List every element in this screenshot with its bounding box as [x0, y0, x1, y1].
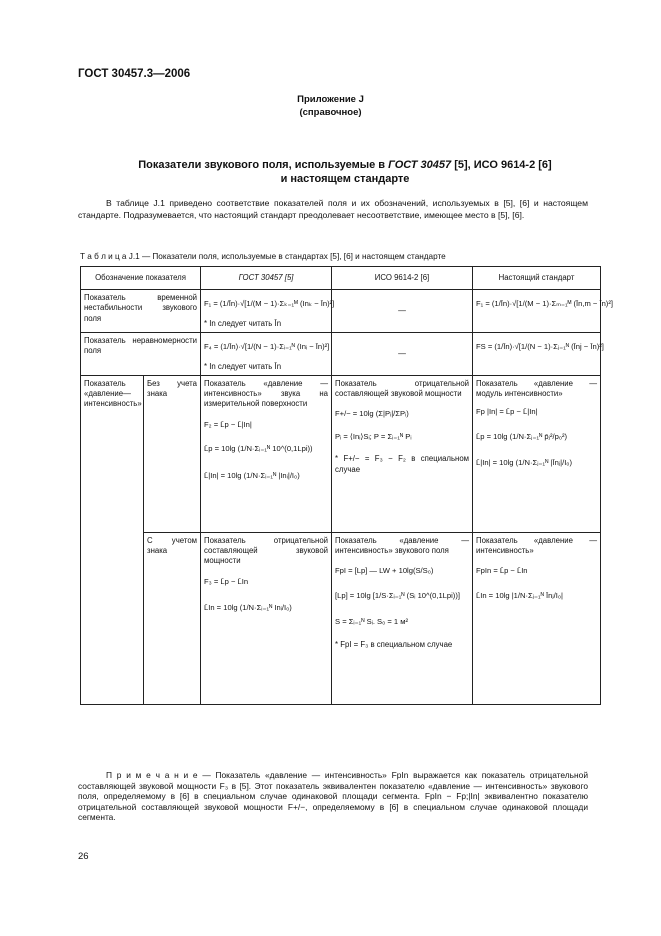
cell-text: Показатель «давление — модуль интенсивности» — [476, 378, 598, 399]
formula: Fp |In| = L̄p − L̄|In| — [476, 407, 538, 417]
formula: FS = (1/Īn)·√[1/(N − 1)·Σⱼ₌₁ᴺ (Īnj − Īn)²] — [476, 341, 604, 351]
document-header: ГОСТ 30457.3—2006 — [78, 68, 191, 80]
iso-cell: — — [332, 332, 473, 375]
indicators-table — [80, 266, 613, 705]
cell-text: Показатель отрицательной составляющей звуковой мощности — [204, 535, 329, 566]
iso-cell: — — [332, 290, 473, 333]
standard-cell — [473, 532, 601, 704]
formula: Pᵢ = ⟨Inᵢ⟩Sᵢ; P = Σᵢ₌₁ᴺ Pᵢ — [335, 431, 412, 441]
cell-text: Показатель отрицательной составляющей звуковой мощности — [335, 378, 470, 399]
formula: [Lp] = 10lg [1/S·Σᵢ₌₁ᴺ (Sᵢ 10^(0,1Lpi))] — [335, 590, 460, 600]
formula: S = Σᵢ₌₁ᴺ Sᵢ. S₀ = 1 м² — [335, 617, 409, 627]
cell-note: * FpI = F₃ в специальном случае — [335, 639, 453, 649]
formula: F₁ = (1/Īn)·√[1/(M − 1)·Σₖ₌₁ᴹ (Inₖ − Īn)²] — [204, 299, 335, 308]
appendix-label: Приложение J — [297, 94, 364, 105]
table-row — [81, 332, 601, 375]
table-row — [81, 375, 601, 532]
intro-paragraph: В таблице J.1 приведено соответствие показателей поля и их обозначений, используемых в [5], [6] и настоящем стандарте. Подразумевается, что настоящий стандарт преодолевает несоответствие, имеющее место в [5], [6]. — [78, 198, 588, 220]
table-note: П р и м е ч а н и е — Показатель «давление — интенсивность» FpIn выражается как показатель отрицательной составляющей звуковой мощности F₃ в [5]. Этот показатель эквивалентен показателю «давление — интенсивность» звукового поля, определяемому в [6] в специальном случае одинаковой площади сегмента. FpIn − Fp;|In| эквивалентно показателю отрицательной составляющей звуковой мощности F+/−, определяемому в [6] в специальном случае одинаковой площади сегмента. — [78, 770, 588, 823]
formula: F+/− = 10lg (Σ|Pᵢ|/ΣPᵢ) — [335, 409, 409, 419]
gost-cell — [201, 332, 332, 375]
page-number: 26 — [78, 851, 89, 862]
appendix-type: (справочное) — [299, 107, 362, 118]
row-name: Показатель временной нестабильности звукового поля — [81, 290, 201, 333]
cell-text: Показатель «давление — интенсивность» звука на измерительной поверхности — [204, 378, 329, 409]
iso-cell — [332, 532, 473, 704]
table-caption: Т а б л и ц а J.1 — Показатели поля, используемые в стандартах [5], [6] и настоящем стандарте — [80, 252, 446, 261]
formula: F₃ = L̄p − L̄In — [204, 576, 249, 586]
formula: L̄p = 10lg (1/N·Σᵢ₌₁ᴺ 10^(0,1Lpi)) — [204, 444, 313, 454]
subgroup-name: С учетом знака — [144, 532, 201, 704]
cell-text: Показатель «давление — интенсивность» — [476, 535, 598, 556]
gost-cell — [201, 532, 332, 704]
formula: L̄|In| = 10lg (1/N·Σⱼ₌₁ᴺ |Īnⱼ|/I₀) — [476, 458, 572, 468]
appendix-title: Показатели звукового поля, используемые в ГОСТ 30457 [5], ИСО 9614-2 [6] — [138, 159, 552, 171]
cell-text: Показатель «давление — интенсивность» звукового поля — [335, 535, 470, 556]
cell-note: * F+/− = F₃ − F₂ в специальном случае — [335, 454, 470, 474]
cell-note: * In следует читать Īn — [204, 319, 282, 329]
formula: F₄ = (1/Īn)·√[1/(N − 1)·Σᵢ₌₁ᴺ (Inᵢ − Īn)²] — [204, 341, 330, 351]
formula: F₁ = (1/Īn)·√[1/(M − 1)·Σₘ₌₁ᴹ (Īn,m − Īn)²] — [476, 299, 613, 308]
iso-cell — [332, 375, 473, 532]
table-header-row — [81, 267, 601, 290]
formula: L̄In = 10lg |1/N·Σⱼ₌₁ᴺ Īnⱼ/I₀| — [476, 590, 563, 600]
row-name: Показатель неравномерности поля — [81, 332, 201, 375]
subgroup-name: Без учета знака — [144, 375, 201, 532]
standard-cell — [473, 290, 613, 333]
gost-cell — [201, 375, 332, 532]
col-header-iso: ИСО 9614-2 [6] — [332, 267, 473, 290]
formula: FpIn = L̄p − L̄In — [476, 566, 528, 576]
formula: FpI = [Lp] — LW + 10lg(S/S₀) — [335, 566, 434, 576]
gost-cell — [201, 290, 335, 333]
table-row — [81, 532, 601, 704]
col-header-gost: ГОСТ 30457 [5] — [201, 267, 332, 290]
formula: L̄p = 10lg (1/N·Σⱼ₌₁ᴺ p̄ⱼ²/p₀²) — [476, 431, 568, 441]
standard-cell — [473, 375, 601, 532]
col-header-standard: Настоящий стандарт — [473, 267, 601, 290]
formula: F₂ = L̄p − L̄|In| — [204, 419, 252, 429]
table-row — [81, 290, 601, 333]
group-name: Показатель «давление— интенсивность» — [81, 375, 144, 704]
col-header-indicator: Обозначение показателя — [81, 267, 201, 290]
standard-cell — [473, 332, 604, 375]
cell-note: * In следует читать Īn — [204, 362, 282, 372]
formula: L̄In = 10lg (1/N·Σᵢ₌₁ᴺ Inᵢ/I₀) — [204, 603, 292, 613]
formula: L̄|In| = 10lg (1/N·Σᵢ₌₁ᴺ |Inᵢ|/I₀) — [204, 470, 300, 480]
appendix-title-line2: и настоящем стандарте — [280, 173, 410, 185]
